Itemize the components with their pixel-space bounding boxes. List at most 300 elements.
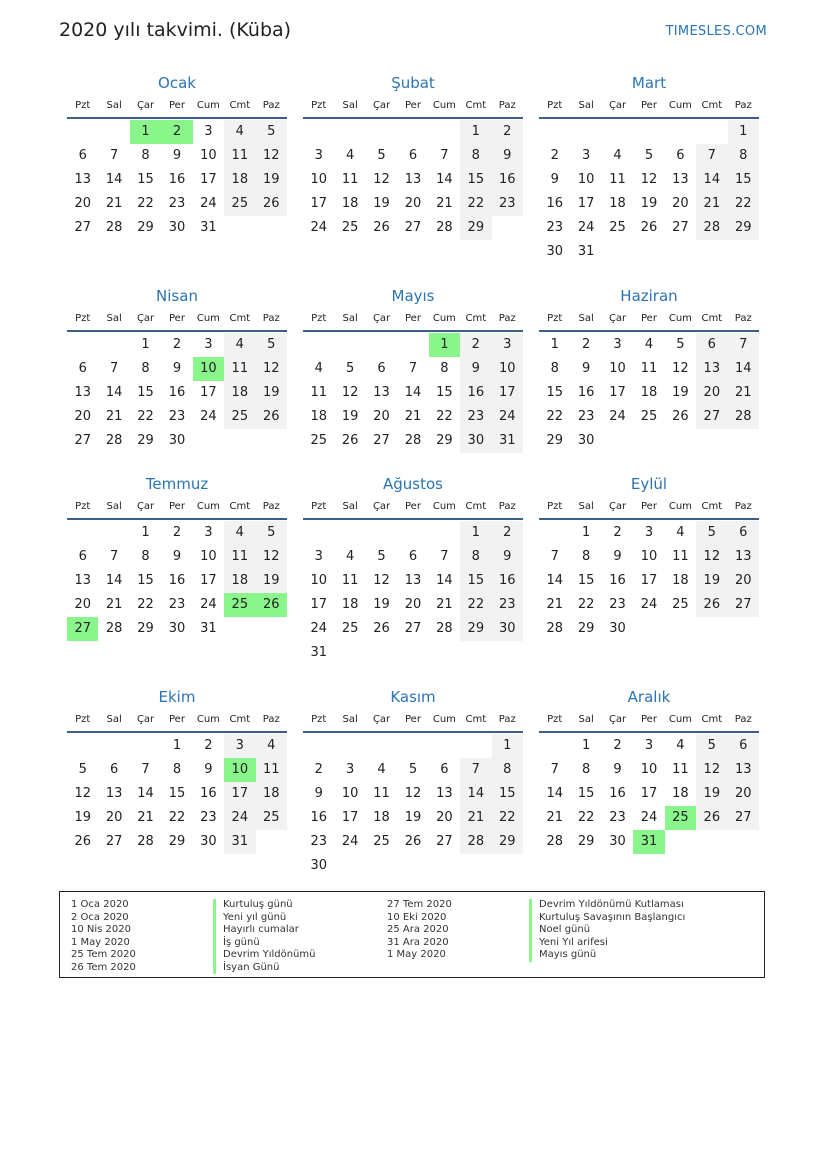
weekday-label: Pzt <box>547 500 563 512</box>
day-cell: 16 <box>168 573 186 588</box>
day-cell: 2 <box>204 738 213 753</box>
day-cell: 20 <box>728 782 759 806</box>
empty-cell <box>366 521 397 545</box>
day-cell: 15 <box>728 168 759 192</box>
month-name: Ağustos <box>383 475 443 493</box>
empty-cell <box>429 120 460 144</box>
day-cell: 3 <box>492 333 523 357</box>
day-cell: 3 <box>581 148 591 163</box>
empty-cell <box>334 120 365 144</box>
weekday-label: Cmt <box>229 500 251 512</box>
day-cell: 22 <box>492 806 523 830</box>
day-cell: 3 <box>224 734 255 758</box>
day-cell: 21 <box>696 192 727 216</box>
day-cell: 9 <box>550 172 559 187</box>
day-cell: 24 <box>492 405 523 429</box>
day-cell: 6 <box>728 734 759 758</box>
weekday-label: Sal <box>578 500 594 512</box>
legend-holiday-name: İş günü <box>213 937 315 950</box>
weekday-label: Per <box>641 312 657 324</box>
day-cell: 9 <box>172 361 182 376</box>
weekday-label: Per <box>405 99 421 111</box>
day-cell: 31 <box>492 429 523 453</box>
day-cell: 2 <box>613 525 622 540</box>
day-cell: 29 <box>137 433 154 448</box>
weekday-label: Çar <box>608 99 627 111</box>
day-cell: 14 <box>546 573 563 588</box>
day-cell: 11 <box>310 385 327 400</box>
day-cell: 30 <box>310 858 327 873</box>
day-cell: 27 <box>105 834 123 849</box>
legend-date: 25 Ara 2020 <box>387 924 449 935</box>
day-cell: 14 <box>105 385 123 400</box>
day-cell: 17 <box>640 786 658 801</box>
day-cell: 8 <box>492 758 523 782</box>
day-cell: 18 <box>310 409 327 424</box>
legend-date: 2 Oca 2020 <box>71 911 129 923</box>
day-cell: 2 <box>613 738 622 753</box>
day-cell: 28 <box>105 220 123 235</box>
day-cell: 29 <box>492 830 523 854</box>
day-cell: 12 <box>341 385 359 400</box>
day-cell: 10 <box>310 172 327 187</box>
weekday-label: Per <box>169 99 185 111</box>
day-cell: 31 <box>310 645 327 660</box>
weekday-label: Çar <box>608 500 627 512</box>
day-cell: 28 <box>404 433 422 448</box>
day-cell: 22 <box>577 810 595 825</box>
day-cell: 22 <box>577 597 595 612</box>
weekday-label: Cum <box>432 500 456 512</box>
day-cell: 19 <box>256 569 287 593</box>
weekday-label: Cum <box>196 312 220 324</box>
day-cell: 19 <box>640 196 658 211</box>
day-cell: 12 <box>672 361 689 376</box>
legend-holiday-name: Yeni Yıl arifesi <box>529 937 685 950</box>
weekday-label: Paz <box>734 99 752 111</box>
day-cell: 5 <box>256 521 287 545</box>
holiday-day-cell: 27 <box>67 617 98 641</box>
day-cell: 7 <box>440 549 449 564</box>
day-cell: 22 <box>137 409 154 424</box>
day-cell: 16 <box>200 786 217 801</box>
empty-cell <box>334 333 365 357</box>
weekday-label: Sal <box>106 713 122 725</box>
day-cell: 5 <box>256 120 287 144</box>
day-cell: 23 <box>492 593 523 617</box>
weekday-label: Cmt <box>229 99 251 111</box>
day-cell: 26 <box>373 621 390 636</box>
day-cell: 6 <box>696 333 727 357</box>
weekday-label: Pzt <box>75 99 91 111</box>
weekday-label: Per <box>169 312 185 324</box>
day-cell: 30 <box>168 621 186 636</box>
day-cell: 11 <box>341 573 359 588</box>
day-cell: 13 <box>404 172 422 187</box>
day-cell: 6 <box>676 148 685 163</box>
legend-holiday-name: Yeni yıl günü <box>213 912 315 925</box>
day-cell: 13 <box>404 573 422 588</box>
weekday-label: Cmt <box>701 500 723 512</box>
day-cell: 21 <box>546 810 563 825</box>
day-cell: 21 <box>460 806 491 830</box>
day-grid <box>539 521 759 641</box>
holiday-legend <box>59 891 765 978</box>
weekday-label: Pzt <box>75 713 91 725</box>
empty-cell <box>570 120 601 144</box>
holiday-day-cell: 2 <box>161 120 192 144</box>
weekday-label: Cum <box>196 99 220 111</box>
day-grid <box>539 333 759 453</box>
month-9 <box>539 474 759 641</box>
day-cell: 23 <box>310 834 327 849</box>
weekday-label: Cum <box>668 312 692 324</box>
weekday-label: Per <box>641 500 657 512</box>
day-cell: 12 <box>256 357 287 381</box>
day-cell: 24 <box>224 806 255 830</box>
day-cell: 23 <box>200 810 217 825</box>
weekday-label: Cum <box>432 312 456 324</box>
empty-cell <box>98 521 129 545</box>
weekday-label: Per <box>405 500 421 512</box>
weekday-label: Çar <box>372 713 391 725</box>
day-cell: 18 <box>224 381 255 405</box>
day-cell: 24 <box>341 834 359 849</box>
day-cell: 14 <box>436 172 453 187</box>
day-grid <box>539 734 759 854</box>
day-cell: 5 <box>644 148 654 163</box>
day-cell: 17 <box>310 196 327 211</box>
day-cell: 23 <box>460 405 491 429</box>
day-grid <box>539 120 759 264</box>
day-grid <box>303 734 523 878</box>
month-6 <box>539 286 759 453</box>
weekday-label: Sal <box>342 500 358 512</box>
month-name: Kasım <box>390 688 436 706</box>
day-cell: 25 <box>224 405 255 429</box>
day-cell: 29 <box>137 220 154 235</box>
day-cell: 14 <box>546 786 563 801</box>
legend-holiday-name: Kurtuluş Savaşının Başlangıcı <box>529 912 685 925</box>
legend-date: 25 Tem 2020 <box>71 949 136 960</box>
day-cell: 11 <box>672 549 689 564</box>
day-cell: 5 <box>696 734 727 758</box>
day-cell: 19 <box>373 597 390 612</box>
weekday-header <box>67 494 287 520</box>
day-cell: 12 <box>373 573 390 588</box>
day-cell: 10 <box>200 549 217 564</box>
weekday-label: Cum <box>668 500 692 512</box>
day-cell: 15 <box>436 385 453 400</box>
legend-dates-1 <box>71 899 136 974</box>
day-cell: 14 <box>436 573 453 588</box>
weekday-label: Sal <box>106 500 122 512</box>
day-cell: 2 <box>550 148 559 163</box>
day-cell: 28 <box>728 405 759 429</box>
day-cell: 25 <box>224 192 255 216</box>
day-cell: 27 <box>672 220 689 235</box>
day-cell: 11 <box>224 144 255 168</box>
day-cell: 13 <box>74 573 91 588</box>
weekday-label: Per <box>405 312 421 324</box>
holiday-day-cell: 26 <box>256 593 287 617</box>
day-grid <box>303 120 523 240</box>
day-cell: 2 <box>314 762 323 777</box>
day-cell: 27 <box>728 806 759 830</box>
day-cell: 29 <box>460 617 491 641</box>
weekday-label: Pzt <box>311 312 327 324</box>
day-cell: 28 <box>546 621 563 636</box>
day-cell: 20 <box>74 597 91 612</box>
empty-cell <box>366 734 397 758</box>
month-name: Nisan <box>156 287 198 305</box>
day-cell: 21 <box>404 409 422 424</box>
day-cell: 14 <box>460 782 491 806</box>
day-cell: 1 <box>550 337 559 352</box>
legend-date: 26 Tem 2020 <box>71 961 136 973</box>
day-cell: 30 <box>168 220 186 235</box>
day-cell: 10 <box>341 786 359 801</box>
day-cell: 16 <box>492 569 523 593</box>
day-cell: 27 <box>728 593 759 617</box>
day-cell: 21 <box>105 409 123 424</box>
weekday-header <box>303 494 523 520</box>
empty-cell <box>303 120 334 144</box>
day-cell: 7 <box>109 549 119 564</box>
day-cell: 26 <box>373 220 390 235</box>
weekday-label: Pzt <box>311 99 327 111</box>
day-cell: 28 <box>436 220 453 235</box>
weekday-header <box>303 93 523 119</box>
day-cell: 7 <box>550 549 559 564</box>
day-cell: 8 <box>728 144 759 168</box>
weekday-label: Çar <box>136 312 155 324</box>
day-cell: 15 <box>168 786 186 801</box>
day-cell: 28 <box>105 621 123 636</box>
month-name: Şubat <box>391 74 435 92</box>
day-cell: 1 <box>460 120 491 144</box>
day-cell: 4 <box>676 738 685 753</box>
month-1 <box>67 73 287 240</box>
day-cell: 17 <box>577 196 595 211</box>
day-cell: 7 <box>550 762 559 777</box>
month-name: Ocak <box>158 74 196 92</box>
weekday-label: Çar <box>608 713 627 725</box>
day-cell: 1 <box>581 525 591 540</box>
month-5 <box>303 286 523 453</box>
day-cell: 8 <box>141 148 150 163</box>
day-cell: 23 <box>546 220 563 235</box>
day-cell: 20 <box>404 196 422 211</box>
empty-cell <box>539 120 570 144</box>
month-name: Temmuz <box>145 475 209 493</box>
empty-cell <box>366 333 397 357</box>
weekday-label: Çar <box>136 500 155 512</box>
day-cell: 23 <box>492 192 523 216</box>
day-cell: 28 <box>696 216 727 240</box>
weekday-header <box>303 707 523 733</box>
day-cell: 14 <box>728 357 759 381</box>
brand-link[interactable]: TIMESLES.COM <box>665 24 767 39</box>
day-cell: 1 <box>172 738 182 753</box>
day-cell: 7 <box>408 361 418 376</box>
empty-cell <box>98 333 129 357</box>
day-cell: 11 <box>373 786 390 801</box>
weekday-label: Çar <box>372 500 391 512</box>
day-cell: 16 <box>310 810 327 825</box>
day-cell: 11 <box>672 762 689 777</box>
day-cell: 16 <box>168 172 186 187</box>
day-cell: 12 <box>74 786 91 801</box>
weekday-label: Cmt <box>465 99 487 111</box>
empty-cell <box>397 333 428 357</box>
day-cell: 29 <box>436 433 453 448</box>
empty-cell <box>602 120 633 144</box>
day-cell: 5 <box>78 762 87 777</box>
day-cell: 1 <box>581 738 591 753</box>
month-8 <box>303 474 523 665</box>
month-name: Mayıs <box>391 287 435 305</box>
day-cell: 14 <box>105 172 123 187</box>
legend-holiday-name: Devrim Yıldönümü Kutlaması <box>529 899 685 912</box>
day-cell: 26 <box>672 409 689 424</box>
day-cell: 15 <box>137 172 154 187</box>
day-cell: 22 <box>168 810 186 825</box>
weekday-label: Pzt <box>547 99 563 111</box>
day-cell: 17 <box>200 172 217 187</box>
day-cell: 6 <box>408 549 418 564</box>
weekday-header <box>303 306 523 332</box>
day-cell: 5 <box>408 762 418 777</box>
legend-names-2 <box>529 899 685 962</box>
weekday-label: Sal <box>342 713 358 725</box>
weekday-label: Paz <box>734 713 752 725</box>
weekday-label: Per <box>405 713 421 725</box>
weekday-label: Pzt <box>547 312 563 324</box>
weekday-header <box>539 306 759 332</box>
weekday-label: Paz <box>262 312 280 324</box>
month-name: Eylül <box>630 475 668 493</box>
weekday-label: Cmt <box>701 713 723 725</box>
weekday-label: Sal <box>578 312 594 324</box>
day-cell: 28 <box>137 834 154 849</box>
day-cell: 8 <box>550 361 559 376</box>
weekday-label: Cum <box>668 713 692 725</box>
day-cell: 8 <box>581 549 591 564</box>
day-cell: 2 <box>460 333 491 357</box>
day-cell: 2 <box>172 337 182 352</box>
day-cell: 1 <box>460 521 491 545</box>
day-cell: 29 <box>728 216 759 240</box>
day-cell: 11 <box>224 545 255 569</box>
empty-cell <box>696 120 727 144</box>
day-cell: 7 <box>728 333 759 357</box>
day-cell: 4 <box>613 148 622 163</box>
weekday-label: Cmt <box>465 713 487 725</box>
day-cell: 5 <box>256 333 287 357</box>
month-10 <box>67 687 287 854</box>
day-cell: 30 <box>609 834 626 849</box>
day-cell: 18 <box>341 196 359 211</box>
month-name: Ekim <box>158 688 196 706</box>
day-cell: 29 <box>577 621 595 636</box>
legend-date: 10 Nis 2020 <box>71 924 131 935</box>
weekday-label: Çar <box>136 99 155 111</box>
day-cell: 25 <box>310 433 327 448</box>
day-cell: 5 <box>676 337 685 352</box>
day-cell: 24 <box>310 621 327 636</box>
day-cell: 21 <box>728 381 759 405</box>
empty-cell <box>539 521 570 545</box>
weekday-label: Sal <box>578 713 594 725</box>
day-cell: 12 <box>404 786 422 801</box>
day-cell: 15 <box>577 573 595 588</box>
weekday-label: Pzt <box>311 500 327 512</box>
day-cell: 21 <box>105 597 123 612</box>
legend-holiday-name: Noel günü <box>529 924 685 937</box>
day-cell: 21 <box>137 810 154 825</box>
day-cell: 27 <box>436 834 453 849</box>
weekday-label: Paz <box>262 713 280 725</box>
weekday-label: Cmt <box>229 713 251 725</box>
weekday-header <box>67 93 287 119</box>
day-cell: 9 <box>613 762 622 777</box>
month-4 <box>67 286 287 453</box>
day-cell: 15 <box>577 786 595 801</box>
day-cell: 11 <box>609 172 626 187</box>
weekday-label: Cmt <box>229 312 251 324</box>
day-cell: 14 <box>696 168 727 192</box>
day-grid <box>67 120 287 240</box>
day-cell: 9 <box>492 545 523 569</box>
day-cell: 1 <box>728 120 759 144</box>
day-grid <box>303 521 523 665</box>
month-3 <box>539 73 759 264</box>
legend-holiday-name: Mayıs günü <box>529 949 685 962</box>
day-cell: 8 <box>460 144 491 168</box>
day-cell: 29 <box>460 216 491 240</box>
day-cell: 19 <box>256 168 287 192</box>
day-cell: 20 <box>74 409 91 424</box>
weekday-label: Pzt <box>75 500 91 512</box>
day-cell: 13 <box>74 385 91 400</box>
day-cell: 15 <box>492 782 523 806</box>
day-cell: 28 <box>460 830 491 854</box>
day-cell: 13 <box>728 545 759 569</box>
weekday-label: Cum <box>432 713 456 725</box>
day-cell: 11 <box>640 361 658 376</box>
day-cell: 28 <box>436 621 453 636</box>
day-cell: 13 <box>436 786 453 801</box>
day-cell: 15 <box>137 573 154 588</box>
day-cell: 8 <box>581 762 591 777</box>
legend-date: 31 Ara 2020 <box>387 936 449 948</box>
day-cell: 23 <box>168 196 186 211</box>
day-cell: 20 <box>373 409 390 424</box>
day-cell: 6 <box>408 148 418 163</box>
day-cell: 11 <box>256 758 287 782</box>
day-cell: 20 <box>672 196 689 211</box>
weekday-header <box>539 93 759 119</box>
empty-cell <box>67 333 98 357</box>
day-cell: 19 <box>74 810 91 825</box>
day-cell: 9 <box>460 357 491 381</box>
month-name: Haziran <box>620 287 678 305</box>
day-cell: 18 <box>341 597 359 612</box>
empty-cell <box>303 521 334 545</box>
legend-date: 1 Oca 2020 <box>71 899 129 910</box>
empty-cell <box>429 521 460 545</box>
